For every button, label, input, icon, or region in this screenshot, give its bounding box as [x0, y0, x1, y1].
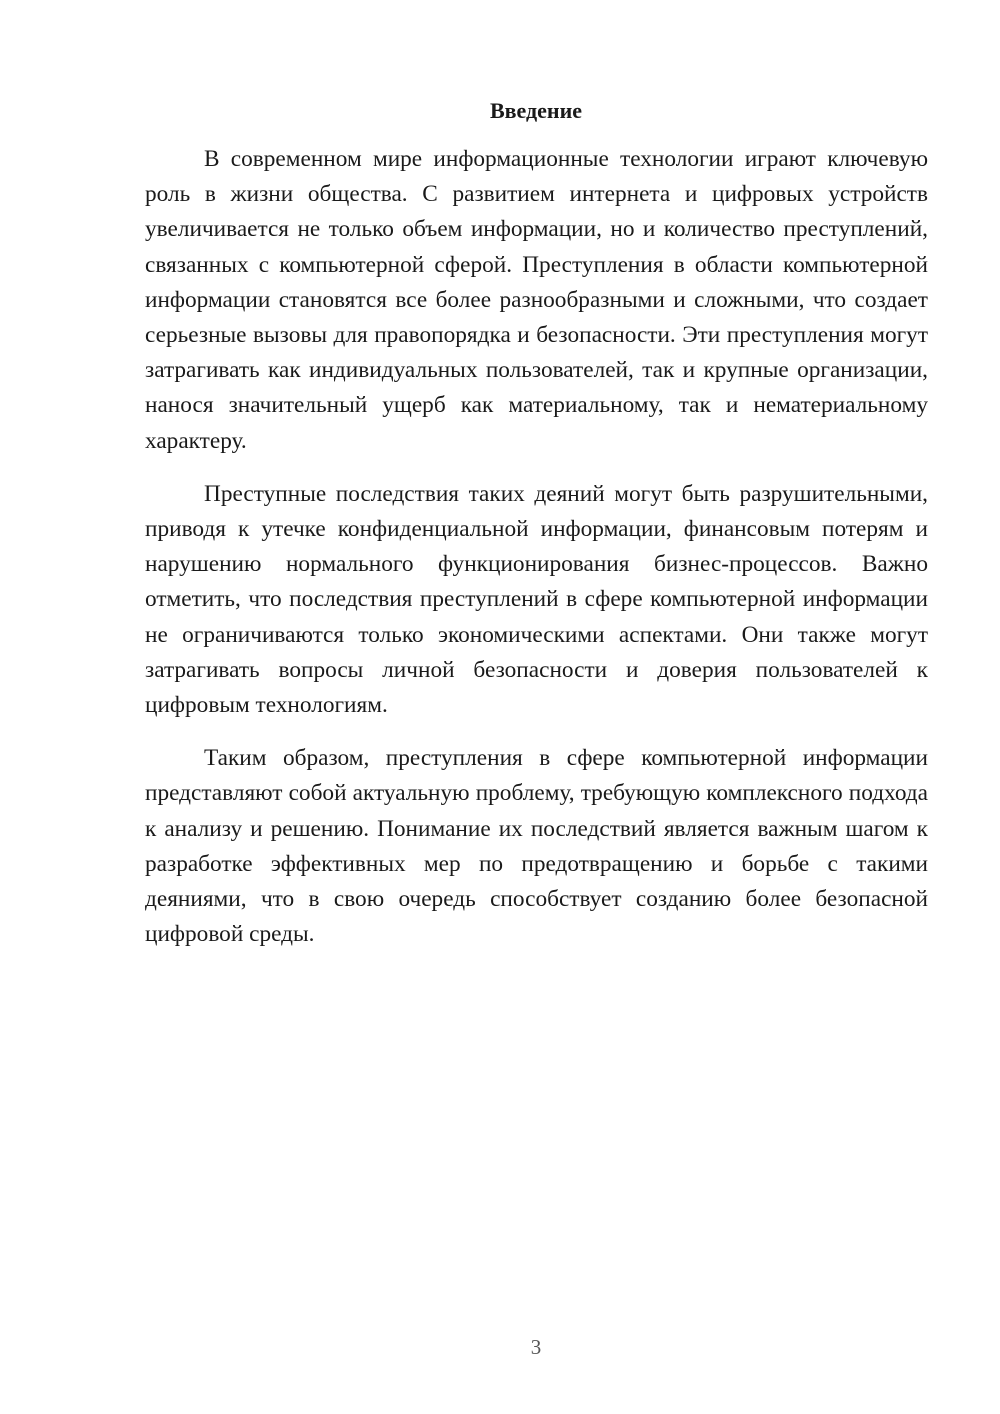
paragraph-consequences: Преступные последствия таких деяний могут быть разрушительными, приводя к утечке конфиденциальной информации, финансовым потерям и нарушению нормального функционирования бизнес-процессов. Важно отметить, что последствия преступлений в сфере компьютерной информации не ограничиваются только экономическими аспектами. Они также могут затрагивать вопросы личной безопасности и доверия пользователей к цифровым технологиям. — [145, 480, 928, 719]
page-number: 3 — [530, 1335, 542, 1359]
document-body — [145, 142, 928, 970]
paragraph-intro: В современном мире информационные технологии играют ключевую роль в жизни общества. С развитием интернета и цифровых устройств увеличивается не только объем информации, но и количество преступлений, связанных с компьютерной сферой. Преступления в области компьютерной информации становятся все более разнообразными и сложными, что создает серьезные вызовы для правопорядка и безопасности. Эти преступления могут затрагивать как индивидуальных пользователей, так и крупные организации, нанося значительный ущерб как материальному, так и нематериальному характеру. — [145, 146, 928, 454]
paragraph-conclusion: Таким образом, преступления в сфере компьютерной информации представляют собой актуальную проблему, требующую комплексного подхода к анализу и решению. Понимание их последствий является важным шагом к разработке эффективных мер по предотвращению и борьбе с такими деяниями, что в свою очередь способствует созданию более безопасной цифровой среды. — [145, 745, 928, 948]
page-title: Введение — [489, 98, 583, 123]
